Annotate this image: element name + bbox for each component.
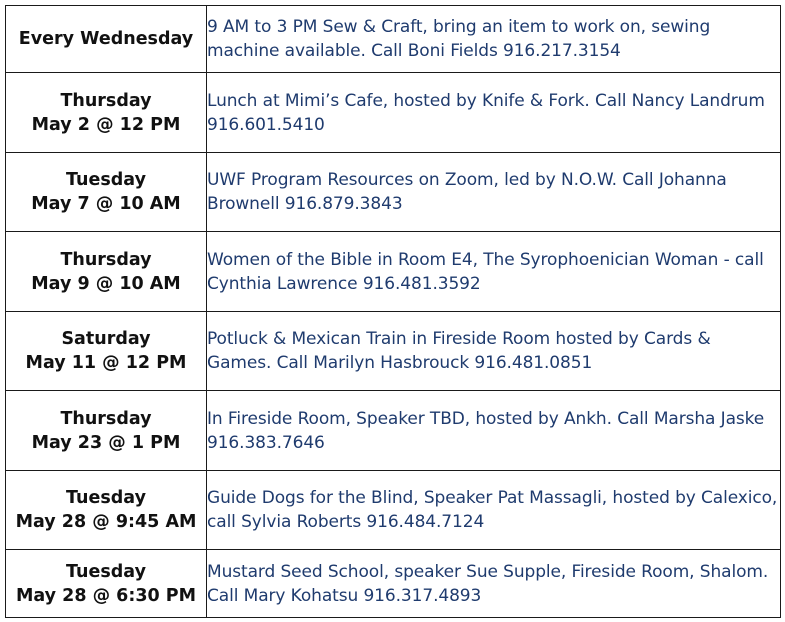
table-row (6, 471, 781, 550)
event-date-cell (6, 73, 207, 153)
event-description: Potluck & Mexican Train in Fireside Room hosted by Cards & Games. Call Marilyn Hasbrouck 916.481.0851 (207, 312, 781, 391)
event-day: Tuesday (66, 561, 146, 582)
event-description: 9 AM to 3 PM Sew & Craft, bring an item to work on, sewing machine available. Call Boni Fields 916.217.3154 (207, 6, 781, 73)
event-day: Tuesday (66, 170, 146, 190)
event-date: May 2 @ 12 PM (31, 114, 181, 135)
event-date: May 28 @ 6:30 PM (15, 585, 197, 606)
event-description: Lunch at Mimi’s Cafe, hosted by Knife & Fork. Call Nancy Landrum 916.601.5410 (207, 73, 781, 153)
event-date-cell (6, 6, 207, 73)
event-date-cell (6, 471, 207, 550)
event-date: May 23 @ 1 PM (31, 432, 181, 453)
event-schedule-table (5, 5, 781, 618)
event-description: Women of the Bible in Room E4, The Syrophoenician Woman - call Cynthia Lawrence 916.481.3592 (207, 232, 781, 312)
event-date: May 11 @ 12 PM (25, 353, 187, 373)
table-row (6, 312, 781, 391)
event-description: Guide Dogs for the Blind, Speaker Pat Massagli, hosted by Calexico, call Sylvia Roberts 916.484.7124 (207, 471, 781, 550)
event-description: Mustard Seed School, speaker Sue Supple, Fireside Room, Shalom. Call Mary Kohatsu 916.317.4893 (207, 550, 781, 618)
event-date: May 28 @ 9:45 AM (15, 512, 197, 532)
event-day: Thursday (60, 408, 152, 429)
event-date: May 7 @ 10 AM (31, 194, 181, 214)
event-description: In Fireside Room, Speaker TBD, hosted by Ankh. Call Marsha Jaske 916.383.7646 (207, 391, 781, 471)
table-row (6, 153, 781, 232)
event-date-cell (6, 153, 207, 232)
table-row (6, 232, 781, 312)
event-description: UWF Program Resources on Zoom, led by N.O.W. Call Johanna Brownell 916.879.3843 (207, 153, 781, 232)
event-day: Thursday (60, 249, 152, 270)
table-row (6, 550, 781, 618)
event-day: Every Wednesday (18, 29, 194, 49)
table-row (6, 73, 781, 153)
event-date-cell (6, 312, 207, 391)
table-row (6, 6, 781, 73)
table-row (6, 391, 781, 471)
event-date-cell (6, 391, 207, 471)
event-date-cell (6, 550, 207, 618)
event-day: Tuesday (66, 488, 146, 508)
event-day: Thursday (60, 90, 152, 111)
event-date: May 9 @ 10 AM (31, 273, 181, 294)
event-day: Saturday (61, 329, 151, 349)
event-date-cell (6, 232, 207, 312)
